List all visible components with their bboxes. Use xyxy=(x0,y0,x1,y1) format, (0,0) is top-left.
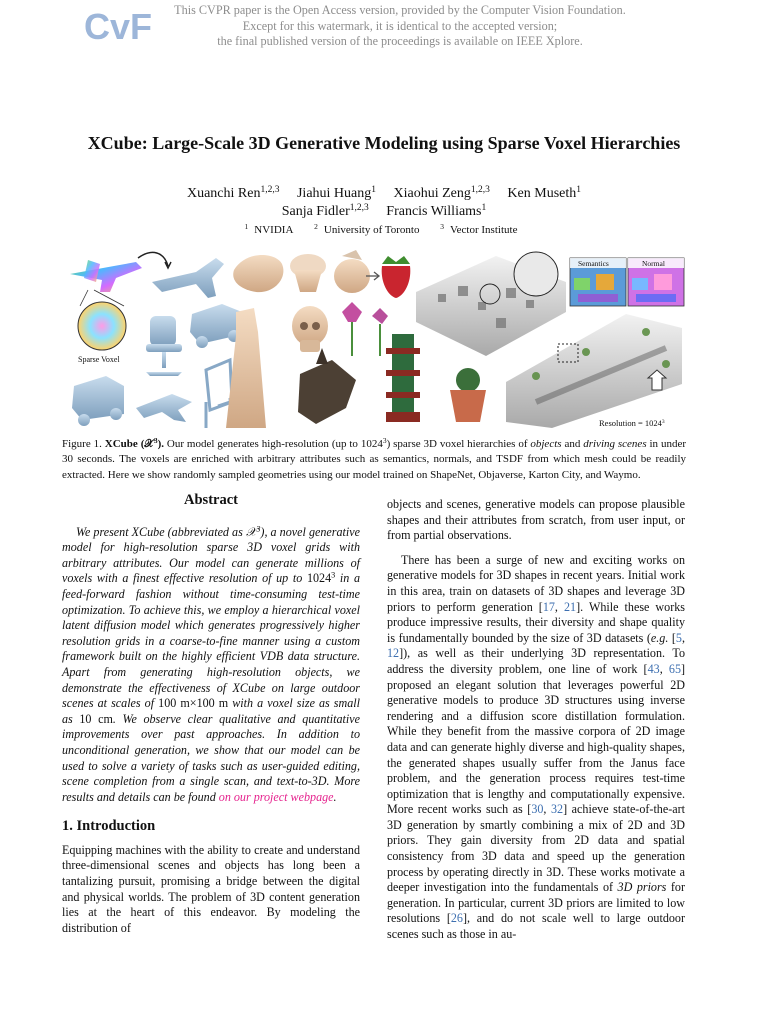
citation-link[interactable]: 30 xyxy=(531,802,544,817)
suv xyxy=(72,376,124,426)
author: Xuanchi Ren$^{1,2,3}$ xyxy=(186,184,280,201)
author: Francis Williams$^1$ xyxy=(386,202,487,219)
watermark xyxy=(150,3,650,50)
normal-panel xyxy=(628,258,684,306)
left-column xyxy=(62,493,360,936)
cupcake xyxy=(290,254,326,292)
cushion xyxy=(233,255,283,292)
affiliation: $^3$ Vector Institute xyxy=(440,221,518,236)
semantics-panel xyxy=(570,258,626,306)
citation-link[interactable]: 21 xyxy=(563,599,577,614)
cactus-pot xyxy=(450,368,486,422)
watermark-line-1: This CVPR paper is the Open Access version, provided by the Computer Vision Foundation. xyxy=(174,3,626,17)
citation-link[interactable]: 32 xyxy=(551,802,564,817)
flowers xyxy=(342,302,388,356)
jet xyxy=(136,394,192,422)
pagoda xyxy=(386,334,420,422)
cvf-logo xyxy=(84,6,153,47)
citation-link[interactable]: 43 xyxy=(647,661,660,676)
author: Jiahui Huang$^1$ xyxy=(296,184,377,201)
plane-rainbow xyxy=(70,260,142,292)
skull xyxy=(292,306,328,352)
author: Xiaohui Zeng$^{1,2,3}$ xyxy=(393,184,490,201)
office-chair xyxy=(146,316,182,376)
sparse-voxel-label: Sparse Voxel xyxy=(78,355,120,364)
paper-title: XCube: Large-Scale 3D Generative Modeling using Sparse Voxel Hierarchies xyxy=(87,133,681,153)
citation-link[interactable]: 65 xyxy=(668,661,681,676)
right-paragraph-2: There has been a surge of new and exciting works on generative models for 3D shapes in recent years. Initial work in this area, train on datasets of 3D shapes and leverage 3D priors to perform generation [17, 21]. While these works produce impressive results, their diversity and shape quality is fundamentally bounded by the size of 3D datasets (e.g. [5, 12]), as well as their underlying 3D representation. To address the diversity problem, one line of work [43, 65] proposed an elegant solution that leverages powerful 2D generative models to produce 3D structures using inverse rendering and a diffusion score distillation formulation. While they benefit from the massive corpora of 2D image data and can generate highly diverse and high-quality shapes, the generated shapes usually suffer from the Janus face problem, and the generation process requires test-time optimization that is lengthy and computationally expensive. More recent works such as [30, 32] achieve state-of-the-art 3D generation by smartly combining a mix of 2D and 3D priors. They gain diversity from 2D data and spatial consistency from 3D data and speed up the generation process by operating directly in 3D. These works motivate a deeper investigation into the fundamentals of 3D priors for generation. In particular, current 3D priors are limited to low resolutions [26], and do not scale well to large outdoor scenes such as those in au- xyxy=(387,552,686,942)
normal-label: Normal xyxy=(642,259,665,268)
affiliation: $^1$ NVIDIA xyxy=(244,221,294,236)
author-list xyxy=(0,185,768,221)
project-webpage-link[interactable]: on our project webpage xyxy=(218,789,334,804)
watermark-line-3: the final published version of the proceedings is available on IEEE Xplore. xyxy=(217,34,583,48)
right-paragraph-1: objects and scenes, generative models can propose plausible shapes and their attributes from scratch, from user input, or from partial observations. xyxy=(387,497,685,543)
city-zoom xyxy=(514,252,558,296)
affiliations xyxy=(0,221,768,236)
author: Sanja Fidler$^{1,2,3}$ xyxy=(281,202,369,219)
citation-link[interactable]: 17 xyxy=(542,599,555,614)
strawberry xyxy=(382,256,411,298)
arrow-icon xyxy=(138,252,168,266)
citation-link[interactable]: 26 xyxy=(450,911,463,926)
plane-gray xyxy=(152,258,224,298)
right-column xyxy=(387,497,685,943)
affiliation: $^2$ University of Toronto xyxy=(314,221,420,236)
intro-heading: 1. Introduction xyxy=(62,818,156,835)
cvf-logo-text: CvF xyxy=(84,6,153,47)
figure-caption: Figure 1. XCube (𝒳$^3$). Our model generates high-resolution (up to 1024$^3$) sparse 3D voxel hierarchies of objects and driving scenes in under 30 seconds. The voxels are enriched with arbitrary attributes such as semantics, normals, and TSDF from which mesh could be readily extracted. Here we show randomly sampled geometries using our model trained on ShapeNet, Objaverse, Karton City, and Waymo. xyxy=(62,435,686,481)
watermark-line-2: Except for this watermark, it is identical to the accepted version; xyxy=(242,18,558,33)
pineapple xyxy=(334,250,370,293)
teaser-figure xyxy=(66,252,686,432)
abstract-text: We present XCube (abbreviated as 𝒳$^3$), a novel generative model for high-resolution sparse 3D voxel grids with arbitrary attributes. Our model can generate millions of voxels with a finest effective resolution of up to 1024$^3$ in a feed-forward fashion without time-consuming test-time optimization. To achieve this, we employ a hierarchical voxel latent diffusion model which generates progressively higher resolution grids in a coarse-to-fine manner using a custom framework built on the highly efficient VDB data structure. Apart from generating high-resolution objects, we demonstrate the effectiveness of XCube on large outdoor scenes at scales of 100 m×100 m with a voxel size as small as 10 cm. We observe clear qualitative and quantitative improvements over past approaches. In addition to unconditional generation, we show that our model can be used to solve a variety of tasks such as user-guided editing, scene completion from a single scan, and text-to-3D. More results and details can be found on our project webpage. xyxy=(62,524,360,804)
author: Ken Museth$^1$ xyxy=(507,184,582,201)
sparse-voxel-zoom xyxy=(78,302,126,350)
abstract-heading: Abstract xyxy=(184,492,238,508)
semantics-label: Semantics xyxy=(578,259,609,268)
intro-paragraph: Equipping machines with the ability to create and understand three-dimensional scenes and objects has long been a tantalizing pursuit, promising a bridge between the digital and physical worlds. The problem of 3D content generation lies at the heart of this endeavor. By modeling the distribution of xyxy=(62,842,360,935)
citation-link[interactable]: 5 xyxy=(675,630,682,645)
resolution-label: Resolution = $1024^3$ xyxy=(599,418,665,428)
citation-link[interactable]: 12 xyxy=(387,646,400,661)
dragon-head xyxy=(298,348,356,424)
